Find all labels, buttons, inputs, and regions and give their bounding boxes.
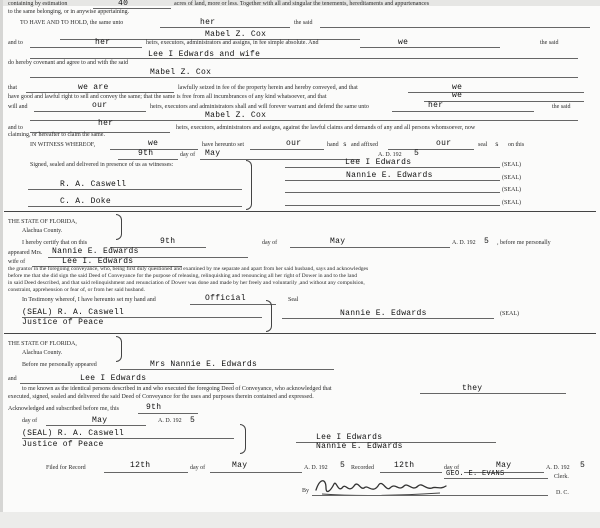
signer-1: Lee I Edwards <box>345 158 412 167</box>
seal-4: (SEAL) <box>502 200 521 206</box>
covenant-our: our <box>92 101 108 110</box>
habendum-e: the said <box>540 40 559 46</box>
ack1-seal: (SEAL) <box>500 311 519 317</box>
filing-dc: D. C. <box>556 490 569 496</box>
habendum-c: and to <box>8 40 23 46</box>
witness-g: day of <box>180 152 196 158</box>
filing-month: May <box>232 461 248 470</box>
ack1-body-line-2: before me that she did sign the said Deed of Conveyance for the purpose of releasing, relinquishing and renouncing all her right of Dower in and to the land <box>8 273 358 279</box>
witness-brace <box>246 160 252 210</box>
witness-day: 9th <box>138 149 154 158</box>
habendum-we: we <box>398 38 409 47</box>
filing-filed: Filed for Record <box>46 465 86 471</box>
ack1-official-line <box>190 304 276 305</box>
ack2-notary-line <box>22 438 234 439</box>
witness-day-line <box>118 159 178 160</box>
witness-d: and affixed <box>351 142 379 148</box>
filing-clerk: Clerk. <box>554 474 569 480</box>
grantee-line-2 <box>30 77 578 78</box>
witness-year: 5 <box>414 149 420 158</box>
filing-rday-of: day of <box>444 465 460 471</box>
ack2-day: 9th <box>146 403 162 412</box>
ack1-before: , before me personally <box>497 240 551 246</box>
ack2-person2: Lee I Edwards <box>80 374 147 383</box>
filing-rad: A. D. 192 <box>546 465 570 471</box>
witness-a: IN WITNESS WHEREOF, <box>30 142 96 148</box>
filing-rmonth: May <box>496 461 512 470</box>
covenant-line-1 <box>26 92 174 93</box>
acres-value: 40 <box>118 0 129 8</box>
ack2-they: they <box>462 384 483 393</box>
witness-our-2: our <box>436 139 452 148</box>
covenant-line-4 <box>34 111 146 112</box>
grantee-name-3: Mabel Z. Cox <box>205 111 267 120</box>
ack1-month: May <box>330 237 346 246</box>
ack2-county: Alachua County. <box>22 350 63 356</box>
ack1-body-line-3: in said Deed described, and that said relinquishment and renunciation of Dower was done and made by her freely and voluntarily ,and without any compulsion, <box>8 280 365 286</box>
habendum-a: TO HAVE AND TO HOLD, the same unto <box>20 20 124 26</box>
witness-our: our <box>286 139 302 148</box>
ack1-notary-brace <box>266 300 272 332</box>
covenant-line-5 <box>392 111 534 112</box>
ack2-ad: A. D. 192 <box>158 418 182 424</box>
witness-c: hand <box>327 142 339 148</box>
ack2-they-line <box>420 393 566 394</box>
ack2-person2-line <box>20 383 234 384</box>
signer-line-1 <box>285 167 500 168</box>
witness-f: on this <box>508 142 525 148</box>
ack1-day-of: day of <box>262 240 278 246</box>
covenant-will: will and <box>8 104 28 110</box>
witness-signed: Signed, sealed and delivered in presence of us as witnesses: <box>30 162 174 168</box>
ack2-month-line <box>46 425 146 426</box>
covenant-we-2: we <box>452 91 463 100</box>
signer-line-3 <box>285 192 500 193</box>
divider-1 <box>4 211 596 212</box>
signer-line-4 <box>285 205 500 206</box>
ack1-body-line-1: the grantor in the foregoing conveyance, who, being first duly questioned and examined by me separate and apart from her said husband, says and acknowledges <box>8 266 369 272</box>
covenant-free: have good and lawful right to sell and convey the same; that the same is free from all incumbrances of any kind whatsoever, and that <box>8 94 327 100</box>
ack1-certify: I hereby certify that on this <box>22 240 88 246</box>
seal-3: (SEAL) <box>502 187 521 193</box>
ack2-notary-brace <box>240 424 246 454</box>
habendum-d: heirs, executors, administrators and assigns, in fee simple absolute. And <box>146 40 319 46</box>
thereunto-text: to the same belonging, or in anywise appertaining. <box>8 9 130 15</box>
covenant-line-2 <box>408 92 584 93</box>
ack2-signer2: Nannie E. Edwards <box>316 442 403 451</box>
grantors-line <box>30 58 578 59</box>
ack1-seal-word: Seal <box>288 297 299 303</box>
witness-h: A. D. 192 <box>378 152 402 158</box>
filing-day-line <box>104 472 188 473</box>
acres-text-a: containing by estimation <box>8 1 68 7</box>
witness-month: May <box>205 149 221 158</box>
filing-by-line <box>312 495 548 496</box>
habendum-f: do hereby covenant and agree to and with the said <box>8 60 129 66</box>
ack2-and: and <box>8 376 17 382</box>
covenant-the-said: the said <box>552 104 571 110</box>
ack1-county: Alachua County. <box>22 228 63 234</box>
habendum-line-1 <box>160 27 290 28</box>
witness-line-2 <box>250 149 324 150</box>
filing-clerk-line <box>444 478 548 479</box>
ack2-day-of: day of <box>22 418 38 424</box>
ack1-signer-line <box>282 318 494 319</box>
ack1-notary-seal: (SEAL) R. A. Caswell <box>22 308 125 317</box>
ack1-ad: A. D. 192 <box>452 240 476 246</box>
ack1-notary-title: Justice of Peace <box>22 318 104 327</box>
covenant-we-are: we are <box>78 83 109 92</box>
ack1-day: 9th <box>160 237 176 246</box>
grantee-name-2: Mabel Z. Cox <box>150 68 212 77</box>
witness-name-2: C. A. Doke <box>60 197 112 206</box>
habendum-pronoun-2: her <box>95 38 111 47</box>
covenant-and-to: and to <box>8 125 23 131</box>
ack1-husband: Lee I. Edwards <box>62 257 134 266</box>
ack1-official: Official <box>205 294 246 303</box>
witness-e: seal <box>478 142 488 148</box>
ack1-wife-name: Nannie E. Edwards <box>52 247 139 256</box>
ack2-month: May <box>92 416 108 425</box>
witness-s-2: s <box>495 141 499 148</box>
habendum-pronoun: her <box>200 18 216 27</box>
witness-name-1: R. A. Caswell <box>60 180 127 189</box>
ack2-person1-line <box>120 369 334 370</box>
witness-b: have hereunto set <box>202 142 244 148</box>
ack2-subscribed: Acknowledged and subscribed before me, this <box>8 406 119 412</box>
seal-2: (SEAL) <box>502 175 521 181</box>
habendum-line-2 <box>320 27 590 28</box>
covenant-her-2: her <box>98 119 114 128</box>
ack1-signer: Nannie E. Edwards <box>340 309 427 318</box>
filing-rday: 12th <box>394 461 415 470</box>
ack2-state: THE STATE OF FLORIDA, <box>8 341 77 347</box>
ack2-person1: Mrs Nannie E. Edwards <box>150 360 258 369</box>
witness-line-3 <box>388 149 474 150</box>
filing-year: 5 <box>340 461 346 470</box>
covenant-her: her <box>428 101 444 110</box>
ack2-year: 5 <box>190 416 196 425</box>
filing-month-line <box>210 472 302 473</box>
filing-day: 12th <box>130 461 151 470</box>
ack2-before: Before me personally appeared <box>22 362 97 368</box>
seal-1: (SEAL) <box>502 162 521 168</box>
ack2-signer1: Lee I Edwards <box>316 433 383 442</box>
ack2-notary-seal: (SEAL) R. A. Caswell <box>22 429 125 438</box>
ack1-brace <box>116 214 122 240</box>
covenant-line-3 <box>424 101 584 102</box>
page-left-edge <box>0 0 3 528</box>
covenant-that: that <box>8 85 17 91</box>
grantors-name: Lee I Edwards and wife <box>148 50 261 59</box>
witness-month-line <box>200 159 360 160</box>
witness-line-1 <box>110 149 198 150</box>
ack1-wife-of: wife of <box>8 259 26 265</box>
signer-line-2 <box>285 180 500 181</box>
covenant-claiming: claiming, or hereafter to claim the same. <box>8 132 105 138</box>
witness-we: we <box>148 139 159 148</box>
filing-by: By <box>302 488 310 494</box>
ack1-year: 5 <box>484 237 490 246</box>
ack1-month-line <box>290 247 450 248</box>
signer-2: Nannie E. Edwards <box>346 171 433 180</box>
witness-line-a <box>28 189 242 190</box>
ack2-known: to me known as the identical persons described in and who executed the foregoing Deed of Conveyance, who acknowledged that <box>22 386 332 392</box>
habendum-b: the said <box>294 20 313 26</box>
covenant-assigns: heirs, executors, administrators and assigns, against the lawful claims and demands of any and all persons whomsoever, now <box>176 125 476 131</box>
ack1-state: THE STATE OF FLORIDA, <box>8 219 77 225</box>
filing-rday-line <box>380 472 442 473</box>
witness-s: s <box>343 141 347 148</box>
covenant-warrant: heirs, executors and administrators shall and will forever warrant and defend the same unto <box>150 104 369 110</box>
ack2-brace <box>116 336 122 362</box>
filing-ryear: 5 <box>580 461 586 470</box>
covenant-seized: lawfully seized in fee of the property herein and hereby conveyed, and that <box>178 85 358 91</box>
ack1-appeared: appeared Mrs. <box>8 250 43 256</box>
habendum-line-3 <box>30 47 142 48</box>
ack2-notary-title: Justice of Peace <box>22 440 104 449</box>
filing-day-of: day of <box>190 465 206 471</box>
acres-text-b: acres of land, more or less. Together with all and singular the tenements, hereditaments and appurtenances <box>174 1 430 7</box>
covenant-we-1: we <box>452 83 463 92</box>
page-bottom-edge <box>0 512 600 528</box>
ack1-testimony: In Testimony whereof, I have hereunto set my hand and <box>22 297 156 303</box>
divider-2 <box>4 333 596 334</box>
witness-line-b <box>28 206 242 207</box>
ack1-body-line-4: constraint, apprehension or fear of, or from her said husband. <box>8 287 146 293</box>
ack1-body <box>8 266 368 294</box>
filing-recorded: Recorded <box>351 465 374 471</box>
ack2-day-line <box>138 413 198 414</box>
habendum-line-4 <box>360 47 500 48</box>
grantee-name-1: Mabel Z. Cox <box>205 30 267 39</box>
ack2-executed: executed, signed, sealed and delivered the said Deed of Conveyance for the uses and purposes therein contained and expressed. <box>8 394 314 400</box>
filing-ad: A. D. 192 <box>304 465 328 471</box>
filing-clerk-name: GEO. E. EVANS <box>446 470 505 478</box>
